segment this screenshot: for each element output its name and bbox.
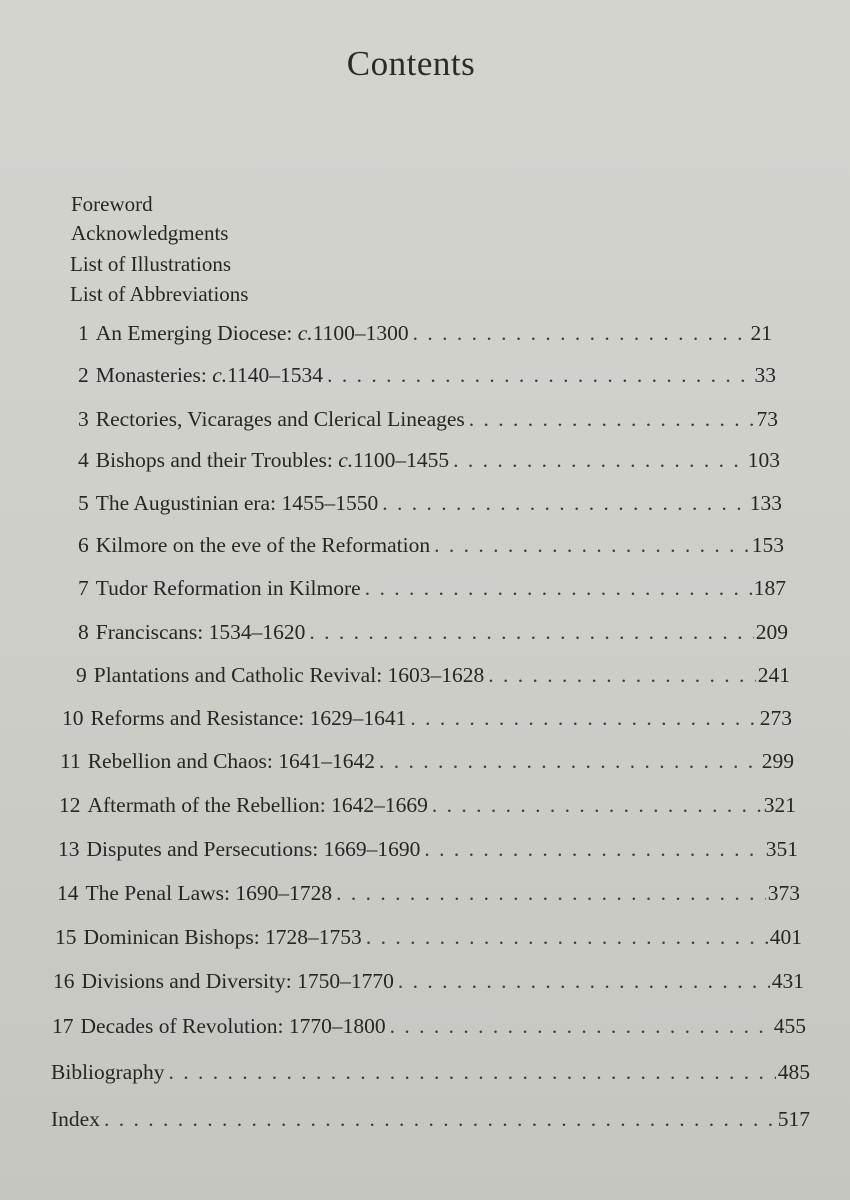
toc-entry-chapter-4 xyxy=(78,447,780,473)
toc-prelim-acknowledgments: Acknowledgments xyxy=(71,221,229,245)
dot-leader xyxy=(336,880,766,906)
chapter-number: 13 xyxy=(58,837,80,861)
chapter-title xyxy=(82,968,394,994)
chapter-title-text: Dominican Bishops: 1728–1753 xyxy=(83,925,362,949)
dot-leader xyxy=(398,968,770,994)
chapter-title-text: Rectories, Vicarages and Clerical Lineages xyxy=(95,407,465,431)
chapter-title-text: Rebellion and Chaos: 1641–1642 xyxy=(87,749,375,773)
chapter-number: 17 xyxy=(52,1014,74,1038)
chapter-title xyxy=(86,880,333,906)
dot-leader xyxy=(424,836,763,862)
page-number: 299 xyxy=(761,749,794,773)
toc-entry-chapter-14 xyxy=(57,880,800,906)
page-number: 517 xyxy=(777,1107,810,1131)
toc-entry-chapter-17 xyxy=(52,1013,806,1039)
chapter-title xyxy=(96,406,465,432)
page-number: 431 xyxy=(771,969,804,993)
chapter-title xyxy=(81,1013,386,1039)
toc-entry-chapter-15 xyxy=(55,924,802,950)
page-number: 209 xyxy=(755,620,788,644)
chapter-title xyxy=(96,490,378,516)
chapter-title xyxy=(96,575,361,601)
page-number: 273 xyxy=(759,706,792,730)
chapter-title-circa: c. xyxy=(297,321,313,345)
page-number: 241 xyxy=(757,663,790,687)
chapter-number: 10 xyxy=(62,706,84,730)
toc-entry-bibliography xyxy=(51,1059,810,1085)
toc-prelim-abbreviations: List of Abbreviations xyxy=(70,282,249,306)
chapter-title-text: Disputes and Persecutions: 1669–1690 xyxy=(86,837,421,861)
dot-leader xyxy=(432,792,762,818)
page-number: 133 xyxy=(749,491,782,515)
toc-entry-chapter-16 xyxy=(53,968,804,994)
chapter-title-text: Kilmore on the eve of the Reformation xyxy=(95,533,431,557)
toc-prelim-foreword: Foreword xyxy=(71,192,153,216)
dot-leader xyxy=(327,362,752,388)
chapter-title-text: Tudor Reformation in Kilmore xyxy=(95,576,361,600)
chapter-title-text: Franciscans: 1534–1620 xyxy=(95,620,306,644)
dot-leader xyxy=(413,320,749,346)
chapter-title xyxy=(96,362,323,388)
dot-leader xyxy=(168,1059,775,1085)
page-number: 33 xyxy=(754,363,776,387)
chapter-title-years: 1140–1534 xyxy=(227,363,324,387)
chapter-number: 3 xyxy=(78,407,89,431)
chapter-number: 14 xyxy=(57,881,79,905)
toc-entry-chapter-13 xyxy=(58,836,798,862)
chapter-number: 5 xyxy=(78,491,89,515)
toc-entry-chapter-10 xyxy=(62,705,792,731)
page-number: 73 xyxy=(756,407,778,431)
chapter-title xyxy=(88,792,428,818)
chapter-title xyxy=(87,836,421,862)
chapter-title-text: Bishops and their Troubles: xyxy=(95,448,339,472)
page-number: 321 xyxy=(763,793,796,817)
chapter-number: 7 xyxy=(78,576,89,600)
page-number: 401 xyxy=(769,925,802,949)
dot-leader xyxy=(453,447,746,473)
toc-entry-chapter-12 xyxy=(59,792,796,818)
page-number: 187 xyxy=(753,576,786,600)
chapter-number: 2 xyxy=(78,363,89,387)
toc-entry-chapter-11 xyxy=(60,748,794,774)
chapter-number: 15 xyxy=(55,925,77,949)
chapter-title-text: Monasteries: xyxy=(95,363,213,387)
toc-prelim-illustrations: List of Illustrations xyxy=(70,252,231,276)
chapter-title xyxy=(96,619,306,645)
chapter-number: 8 xyxy=(78,620,89,644)
page-number: 103 xyxy=(747,448,780,472)
dot-leader xyxy=(365,575,752,601)
page-number: 351 xyxy=(765,837,798,861)
toc-entry-chapter-6 xyxy=(78,532,784,558)
dot-leader xyxy=(410,705,757,731)
chapter-number: 6 xyxy=(78,533,89,557)
toc-entry-chapter-9 xyxy=(76,662,790,688)
chapter-number: 16 xyxy=(53,969,75,993)
page-number: 21 xyxy=(750,321,772,345)
toc-entry-index xyxy=(51,1106,810,1132)
chapter-number: 4 xyxy=(78,448,89,472)
dot-leader xyxy=(104,1106,776,1132)
chapter-title-text: An Emerging Diocese: xyxy=(95,321,298,345)
dot-leader xyxy=(488,662,755,688)
chapter-title xyxy=(96,532,430,558)
chapter-title-years: 1100–1300 xyxy=(312,321,409,345)
chapter-title-text: The Penal Laws: 1690–1728 xyxy=(85,881,333,905)
chapter-title-years: 1100–1455 xyxy=(353,448,450,472)
chapter-title-text: Plantations and Catholic Revival: 1603–1628 xyxy=(93,663,485,687)
dot-leader xyxy=(382,490,748,516)
toc-entry-chapter-3 xyxy=(78,406,778,432)
page-title: Contents xyxy=(346,44,476,83)
chapter-title xyxy=(91,705,407,731)
chapter-number: 12 xyxy=(59,793,81,817)
chapter-title xyxy=(96,320,409,346)
dot-leader xyxy=(469,406,755,432)
toc-entry-chapter-2 xyxy=(78,362,776,388)
chapter-number: 9 xyxy=(76,663,87,687)
chapter-title xyxy=(96,447,449,473)
page-number: 485 xyxy=(777,1060,810,1084)
chapter-title-circa: c. xyxy=(212,363,228,387)
toc-entry-chapter-1 xyxy=(78,320,772,346)
page-number: 373 xyxy=(767,881,800,905)
chapter-title xyxy=(88,748,375,774)
page-number: 153 xyxy=(751,533,784,557)
backmatter-title: Index xyxy=(51,1107,100,1131)
dot-leader xyxy=(379,748,760,774)
toc-entry-chapter-5 xyxy=(78,490,782,516)
chapter-title-text: The Augustinian era: 1455–1550 xyxy=(95,491,379,515)
dot-leader xyxy=(434,532,750,558)
chapter-number: 11 xyxy=(60,749,81,773)
dot-leader xyxy=(390,1013,772,1039)
chapter-title-text: Reforms and Resistance: 1629–1641 xyxy=(90,706,407,730)
dot-leader xyxy=(366,924,768,950)
chapter-title-text: Decades of Revolution: 1770–1800 xyxy=(80,1014,386,1038)
dot-leader xyxy=(309,619,753,645)
chapter-title-text: Aftermath of the Rebellion: 1642–1669 xyxy=(87,793,428,817)
backmatter-title: Bibliography xyxy=(51,1060,165,1084)
toc-entry-chapter-8 xyxy=(78,619,788,645)
chapter-title-circa: c. xyxy=(338,448,354,472)
chapter-title xyxy=(94,662,485,688)
chapter-title xyxy=(84,924,362,950)
toc-entry-chapter-7 xyxy=(78,575,786,601)
page-number: 455 xyxy=(773,1014,806,1038)
chapter-number: 1 xyxy=(78,321,89,345)
chapter-title-text: Divisions and Diversity: 1750–1770 xyxy=(81,969,394,993)
